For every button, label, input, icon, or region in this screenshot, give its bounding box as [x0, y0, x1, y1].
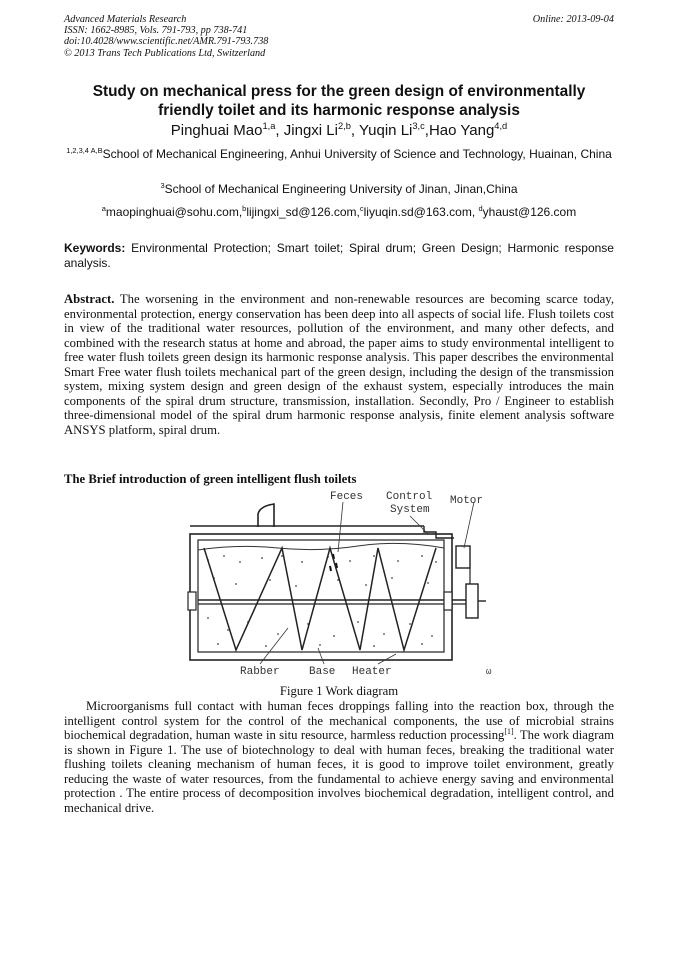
abstract-block	[64, 292, 614, 437]
material-dots	[207, 555, 437, 647]
label-heater: Heater	[352, 666, 392, 678]
email-superscript: d	[478, 204, 483, 213]
author-superscript: 3,c	[412, 121, 425, 131]
author-superscript: 4,d	[494, 121, 508, 131]
body-paragraph	[64, 699, 614, 815]
material-surface	[198, 543, 444, 550]
label-motor: Motor	[450, 495, 484, 507]
email-address[interactable]: maopinghuai@sohu.com,	[105, 205, 243, 219]
journal-header	[64, 14, 268, 59]
author-separator: ,	[275, 122, 284, 139]
citation-reference[interactable]: [1]	[504, 726, 514, 736]
keywords-label: Keywords:	[64, 241, 126, 255]
author-separator: ,	[350, 122, 359, 139]
abstract-label: Abstract.	[64, 292, 115, 306]
label-control: Control	[386, 491, 433, 503]
control-housing	[424, 526, 454, 538]
abstract-text: The worsening in the environment and non-renewable resources are becoming scarce today, environmental protection, energy conservation has been deep into all aspects of social life. Flush toilets cost in view of the traditional water resources, pollution of the environment, and many other defects, and combined with the research status at home and abroad, the paper aims to study environmental intelligent to free water flush toilets green design its harmonic response analysis. This paper describes the environmental Smart Free water flush toilets mechanical part of the green design, including the design of the transmission system, mixing system design and green design of the exhaust system, especially introduces the main components of the spiral drum structure, transmission, installation. Secondly, Pro / Engineer to establish three-dimensional model of the spiral drum harmonic response analysis, finite element analysis software ANSYS platform, spiral drum.	[64, 292, 614, 437]
label-feces: Feces	[330, 491, 364, 503]
label-base: Base	[309, 666, 336, 678]
section-heading: The Brief introduction of green intelligent flush toilets	[64, 472, 357, 486]
author-name: Yuqin Li	[358, 122, 413, 139]
copyright-line: © 2013 Trans Tech Publications Ltd, Switzerland	[64, 47, 266, 59]
journal-name: Advanced Materials Research	[64, 14, 187, 25]
figure-caption: Figure 1 Work diagram	[279, 684, 399, 698]
keywords-block	[64, 241, 614, 270]
affiliation-2	[64, 182, 614, 197]
reaction-box-outer	[190, 534, 452, 660]
left-bearing	[188, 592, 196, 610]
label-system: System	[390, 504, 430, 516]
affiliation-text: School of Mechanical Engineering University of Jinan, Jinan,China	[164, 182, 518, 196]
feces-inlet-hopper	[258, 504, 274, 527]
motor-body	[456, 546, 470, 568]
email-superscript: c	[359, 204, 364, 213]
affiliation-superscript: 1,2,3,4 A,B	[66, 146, 103, 155]
spiral-blade	[204, 548, 436, 650]
email-superscript: b	[242, 204, 247, 213]
online-date: Online: 2013-09-04	[532, 14, 614, 25]
label-mark: ω	[486, 667, 492, 677]
email-address[interactable]: yhaust@126.com	[482, 205, 577, 219]
affiliation-text: School of Mechanical Engineering, Anhui University of Science and Technology, Huainan, China	[102, 147, 612, 161]
issn-line: ISSN: 1662-8985, Vols. 791-793, pp 738-741	[64, 25, 248, 37]
right-bearing	[444, 592, 452, 610]
paragraph-text-end: . The work diagram is shown in Figure 1. The use of biotechnology to deal with human feces, breaking the traditional water flushing toilets cleaning mechanism of human feces, it is good to improve toilet environment, greatly reducing the waste of water resources, from the fundamental to achieve energy saving and environmental protection . The entire process of decomposition involves biochemical degradation, intelligent control, and mechanical drive.	[64, 728, 614, 815]
keywords-text: Environmental Protection; Smart toilet; Spiral drum; Green Design; Harmonic response analysis.	[64, 241, 614, 270]
work-diagram-figure	[178, 488, 500, 684]
author-name: Jingxi Li	[283, 122, 338, 139]
paper-title: Study on mechanical press for the green design of environmentally friendly toilet and its harmonic response analysis	[92, 83, 586, 119]
author-separator: ,	[424, 122, 429, 139]
email-line	[64, 205, 614, 220]
author-name: Pinghuai Mao	[170, 122, 263, 139]
email-superscript: a	[101, 204, 106, 213]
reaction-box-inner	[198, 540, 444, 652]
label-rabber: Rabber	[240, 666, 280, 678]
author-superscript: 1,a	[262, 121, 276, 131]
email-address[interactable]: liyuqin.sd@163.com,	[363, 205, 479, 219]
doi-line: doi:10.4028/www.scientific.net/AMR.791-793.738	[64, 36, 269, 48]
email-address[interactable]: lijingxi_sd@126.com,	[246, 205, 360, 219]
author-superscript: 2,b	[337, 121, 351, 131]
affiliation-superscript: 3	[160, 181, 165, 190]
pulley	[466, 584, 478, 618]
work-diagram	[178, 488, 500, 684]
author-name: Hao Yang	[428, 122, 495, 139]
author-line	[64, 122, 614, 140]
affiliation-1	[64, 147, 614, 162]
paragraph-text-start: Microorganisms full contact with human feces droppings falling into the reaction box, through the intelligent control system for the control of the mechanical components, the use of microbial strains biochemical degradation, human waste in situ resource, harmless reduction processing	[64, 699, 614, 742]
